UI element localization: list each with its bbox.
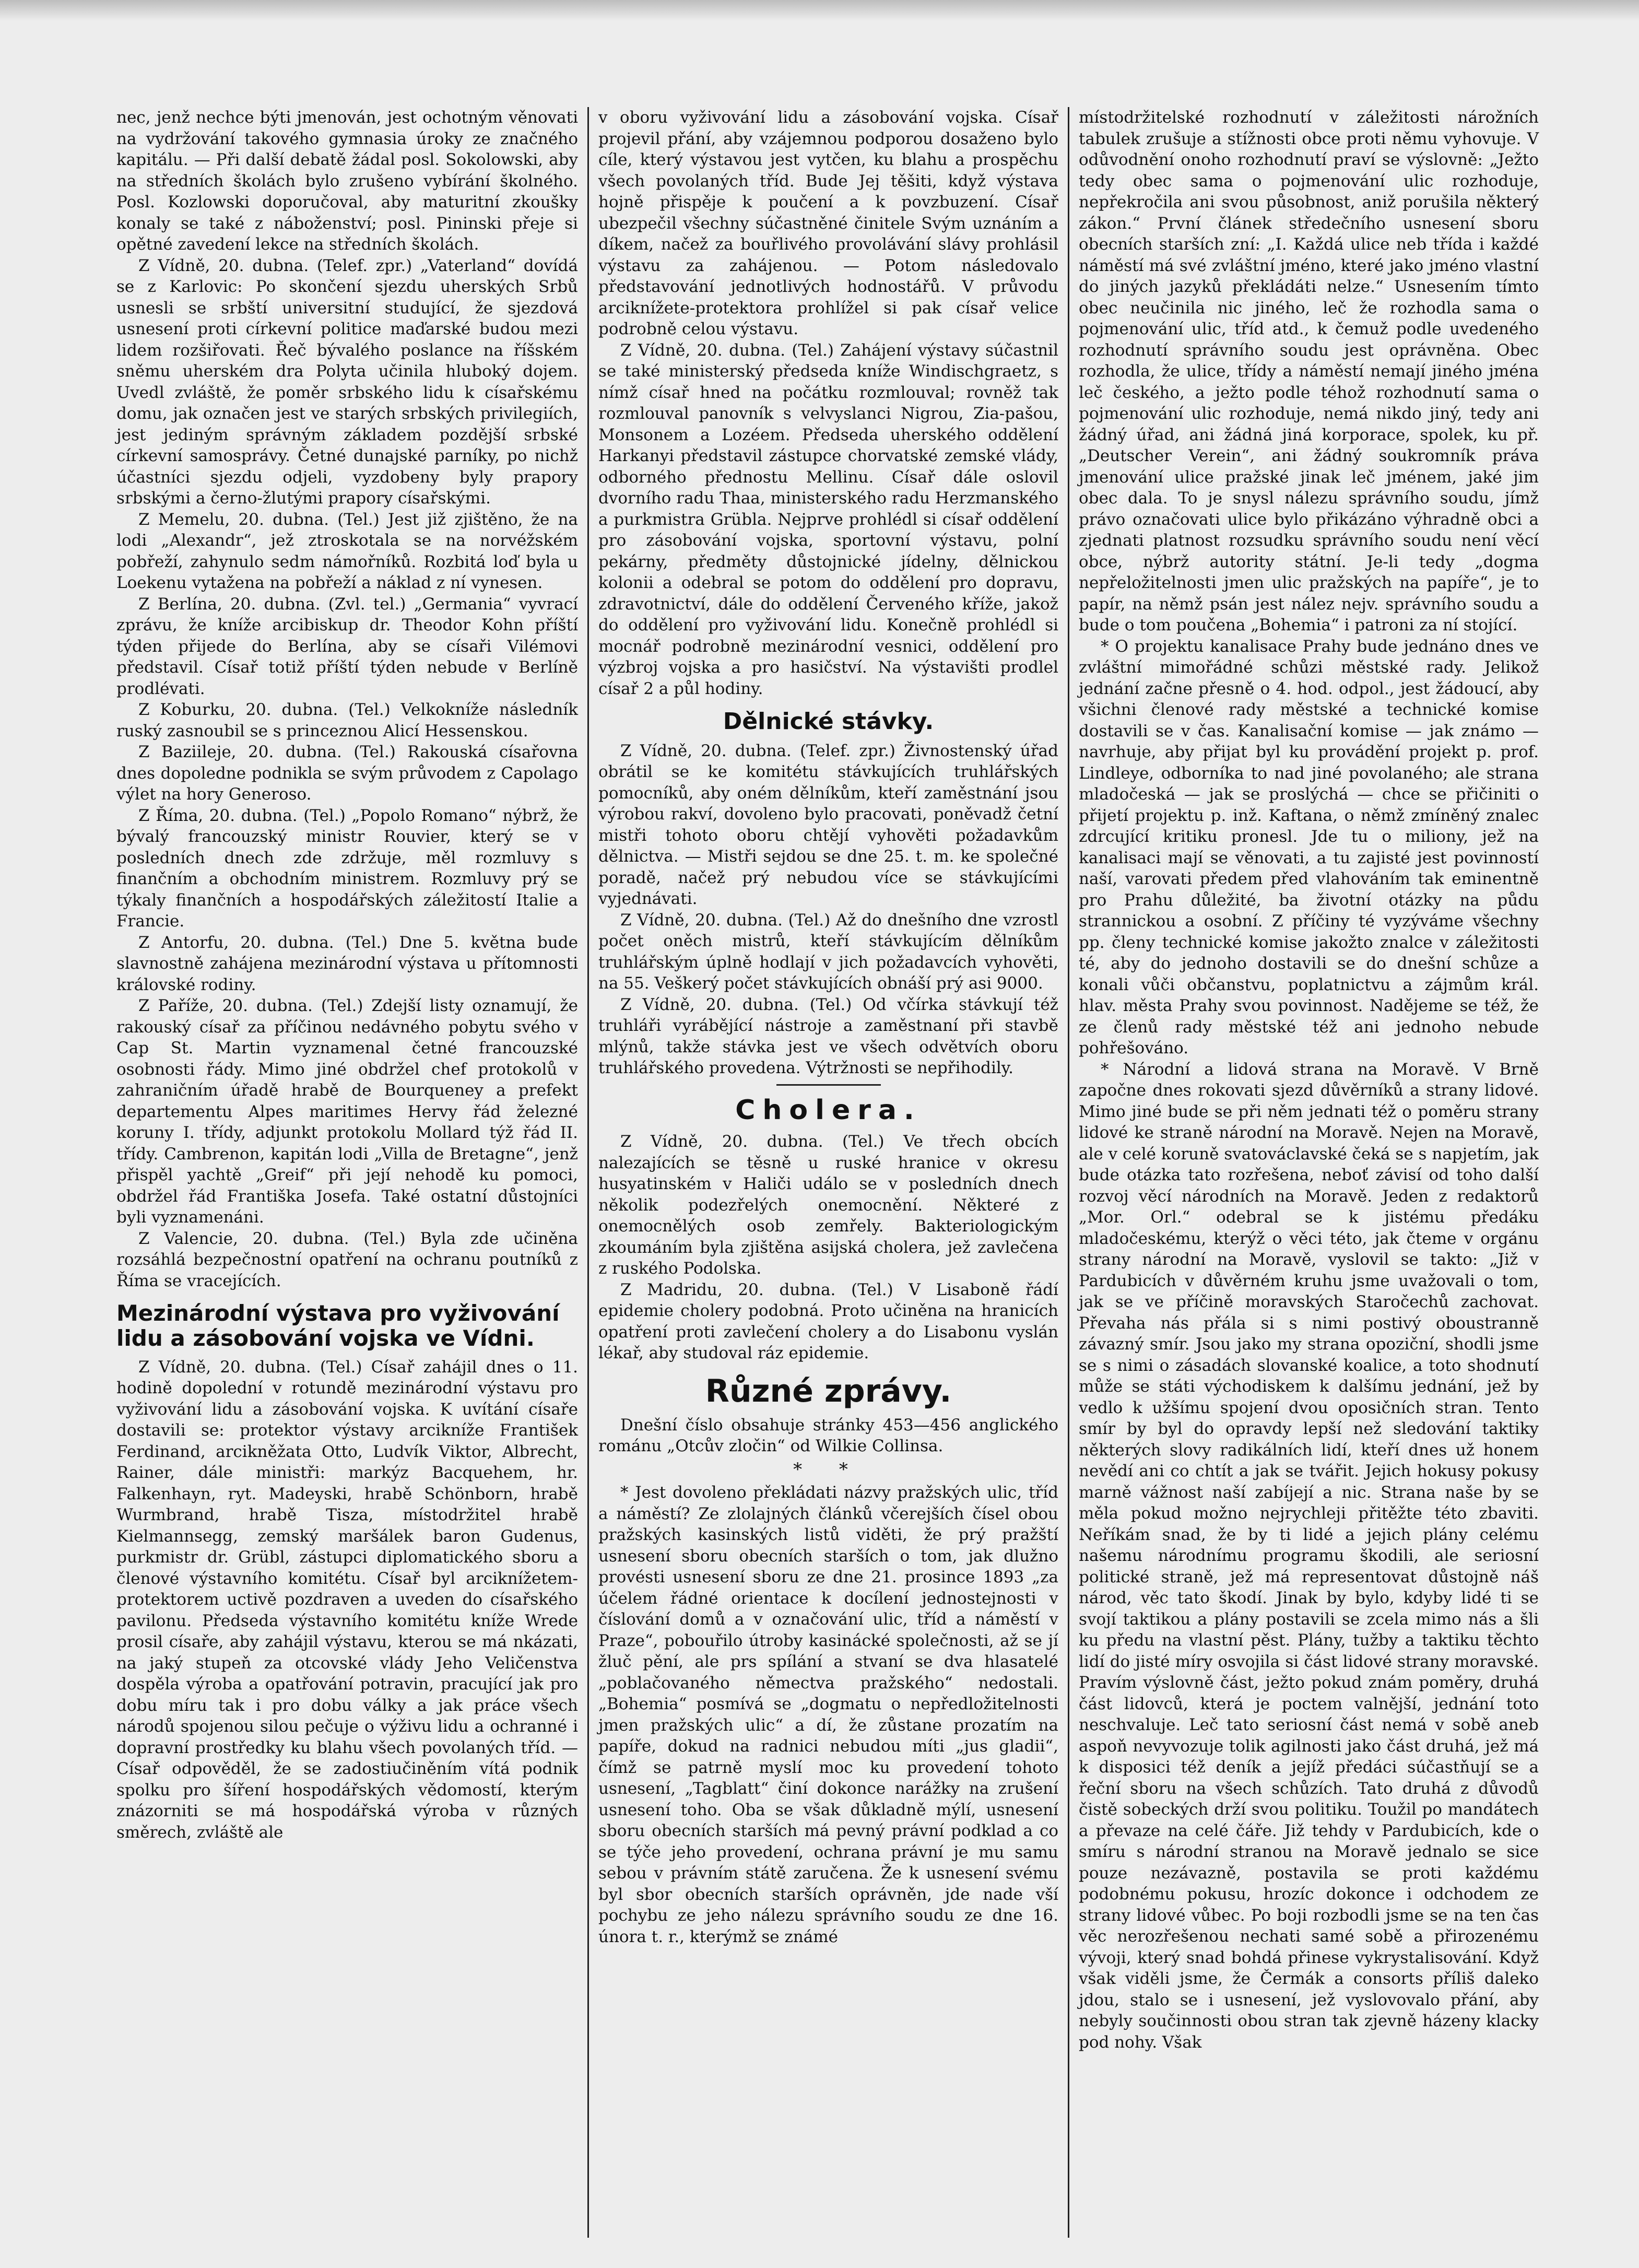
paragraph: Z Vídně, 20. dubna. (Tel.) Císař zahájil dnes o 11. hodině dopolední v rotundě mezinárodní výstavu pro vyživování lidu a zásobování vojska. K uvítání císaře dostavili se: protektor výstavy arcikníže František Ferdinand, arcikněžata Otto, Ludvík Viktor, Albrecht, Rainer, dále ministři: markýz Bacquehem, hr. Falkenhayn, ryt. Madeyski, hrabě Schönborn, hrabě Wurmbrand, hrabě Tisza, místodržitel hrabě Kielmannsegg, zemský maršálek baron Gudenus, purkmistr dr. Grübl, zástupci diplomatického sboru a členové výstavního komitétu. Císař byl arciknížetem-protektorem uctivě pozdraven a uveden do císařského pavilonu. Předseda výstavního komitétu kníže Wrede prosil císaře, aby zahájil výstavu, kterou se má nkázati, na jaký stupeň za otcovské vlády Jeho Veličenstva dospěla výroba a opatřování potravin, pracující jak pro dobu míru tak i pro dobu války a jak práce všech národů spojenou silou pečuje o výživu lidu a ochranné i dopravní prostředky ku blahu všech povolaných tříd. — Císař odpověděl, že se zadostiučiněním vítá podnik spolku pro šíření hospodářských vědomostí, kterým znázorniti se má hospodářská výroba v různých směrech, zvláště ale	[116, 1357, 578, 1842]
paragraph: Z Říma, 20. dubna. (Tel.) „Popolo Romano“ nýbrž, že bývalý francouzský ministr Rouvier, který se v posledních dnech zde zdržuje, měl rozmluvy s finančním a obchodním ministrem. Rozmluvy prý se týkaly finančních a hospodářských záležitostí Italie a Francie.	[116, 806, 578, 931]
paragraph: * Jest dovoleno překládati názvy pražských ulic, tříd a náměstí? Ze zlolajných článků včerejších čísel obou pražských kasinských listů viděti, že prý pražští usnesení sboru obecních starších o tom, jak dlužno provésti usnesení sboru ze dne 21. prosince 1893 „za účelem řádné orientace k docílení jednostejnosti v číslování domů a v označování ulic, tříd a náměstí v Praze“, pobouřilo útroby kasinácké společnosti, až se jí žluč pění, ale prs spílání a stvaní se dva hlasatelé „poblačovaného němectva pražského“ nedostali. „Bohemia“ posmívá se „dogmatu o nepředložitelnosti jmen pražských ulic“ a dí, že zůstane prozatím na papíře, dokud na radnici nebudou míti „jus gladii“, čímž se patrně myslí moc ku provedení tohoto usnesení, „Tagblatt“ činí dokonce narážky na zrušení usnesení toho. Oba se však důkladně mýlí, usnesení sboru obecních starších má pevný právní podklad a co se týče jeho provedení, ochrana právní je mu samu sebou v právním státě zaručena. Že k usnesení svému byl sbor obecních starších oprávněn, jde nade vší pochybu ze jeho nálezu správního soudu ze dne 16. února t. r., kterýmž se známé	[598, 1483, 1058, 1946]
paragraph: místodržitelské rozhodnutí v záležitosti nárožních tabulek zrušuje a stížnosti obce proti němu vyhovuje. V odůvodnění onoho rozhodnutí praví se výslovně: „Ježto tedy obec sama o pojmenování ulic rozhoduje, nepřekročila ani svou působnost, aniž porušila některý zákon.“ První článek středečního usnesení sboru obecních starších zní: „I. Každá ulice neb třída i každé náměstí má své zvláštní jméno, které jako jméno vlastní do jiných jazyků překládáti nelze.“ Usnesením tímto obec neučinila nic jiného, leč že rozhodla sama o pojmenování ulic, tříd atd., k čemuž podle uvedeného rozhodnutí správního soudu jest oprávněna. Obec rozhodla, že ulice, třídy a náměstí nemají jiného jména leč českého, a ježto podle téhož rozhodnutí sama o pojmenování ulic rozhoduje, nemá nikdo jiný, tedy ani žádný úřad, ani žádná jiná korporace, spolek, ku př. „Deutscher Verein“, ani žádný soukromník práva jmenování ulice pražské jinak leč jménem, jaké jim obec dala. To je snysl nálezu správního soudu, jímž právo označovati ulice bylo přikázáno výhradně obci a zjednati platnost rozsudku správního soudu není věcí obce, nýbrž autority státní. Je-li tedy „dogma nepřeložitelnosti jmen ulic pražských na papíře“, je to papír, na němž psán jest nález nejv. správního soudu a bude o tom poučena „Bohemia“ i patroni za ní stojící.	[1079, 108, 1539, 634]
paragraph: nec, jenž nechce býti jmenován, jest ochotným věnovati na vydržování takového gymnasia úroky ze značného kapitálu. — Při další debatě žádal posl. Sokolowski, aby na středních školách bylo zrušeno vybírání školného. Posl. Kozlowski doporučoval, aby maturitní zkoušky konaly se také z náboženství; posl. Pininski přeje si opětné zavedení lekce na středních školách.	[116, 108, 578, 254]
divider	[776, 1084, 881, 1086]
paragraph: Z Berlína, 20. dubna. (Zvl. tel.) „Germania“ vyvrací zprávu, že kníže arcibiskup dr. Theodor Kohn příští týden přijede do Berlína, aby se císaři Vilémovi představil. Císař totiž příští týden nebude v Berlíně prodlévati.	[116, 594, 578, 698]
paragraph: v oboru vyživování lidu a zásobování vojska. Císař projevil přání, aby vzájemnou podporou dosaženo bylo cíle, který výstavou jest vytčen, ku blahu a prospěchu všech povolaných tříd. Bude Jej těšiti, když výstava hojně přispěje k poučení a k povzbuzení. Císař ubezpečil všechny súčastněné činitele Svým uznáním a díkem, načež za bouřlivého provolávání slávy prohlásil výstavu za zahájenou. — Potom následovalo představování jednotlivých hodnostářů. V průvodu arciknížete-protektora prohlížel si pak císař velice podrobně celou výstavu.	[598, 108, 1058, 338]
paragraph: Z Paříže, 20. dubna. (Tel.) Zdejší listy oznamují, že rakouský císař za příčinou nedávného pobytu svého v Cap St. Martin vyznamenal četné francouzské osobnosti řády. Mimo jiné obdržel chef protokolů v zahraničním úřadě hrabě de Bourqueney a prefekt departementu Alpes maritimes Hervy řád železné koruny I. třídy, adjunkt protokolu Mollard týž řád II. třídy. Cambrenon, kapitán lodi „Villa de Bretagne“, jenž přispěl yachtě „Greif“ při její nehodě ku pomoci, obdržel řád Františka Josefa. Také ostatní důstojníci byli vyznamenáni.	[116, 996, 578, 1227]
paragraph: * O projektu kanalisace Prahy bude jednáno dnes ve zvláštní mimořádné schůzi městské rady. Jelikož jednání začne přesně o 4. hod. odpol., jest žádoucí, aby všichni členové rady městské a technické komise dostavili se v čas. Kanalisační komise — jak známo — navrhuje, aby přijat byl ku provádění projekt p. prof. Lindleye, odborníka to nad jiné povolaného; ale strana mladočeská — jak se proslýchá — chce se přičiniti o přijetí projektu p. inž. Kaftana, o němž zmíněný znalec zdrcující kritiku pronesl. Jde tu o miliony, jež na kanalisaci mají se věnovati, a tu zajisté jest povinností naší, varovati předem před vlahováním tak eminentně pro Prahu důležité, ba životní otázky na půdu strannickou a osobní. Z příčiny té vyzýváme všechny pp. členy technické komise jakožto znalce v záležitosti té, aby do jednoho dostavili se do dnešní schůze a konali vůči občanstvu, poplatnictvu a zájmům král. hlav. města Prahy svou povinnost. Nadějeme se též, že ze členů rady městské též ani jednoho nebude pohřešováno.	[1079, 637, 1539, 1057]
section-heading-misc: Různé zprávy.	[705, 1372, 952, 1409]
scan-edge	[0, 0, 1639, 21]
section-heading-cholera: Cholera.	[735, 1094, 922, 1126]
columns	[107, 107, 1548, 2238]
paragraph: Z Vídně, 20. dubna. (Tel.) Od včírka stávkují též truhláři vyrábějící nástroje a zaměstnaní při stavbě mlýnů, takže stávka jest ve všech odvětvích oboru truhlářského provedena. Výtržnosti se nepřihodily.	[598, 995, 1058, 1078]
section-heading-exhibition: Mezinárodní výstava pro vyživování lidu a zásobování vojska ve Vídni.	[116, 1300, 560, 1352]
paragraph: * Národní a lidová strana na Moravě. V Brně započne dnes rokovati sjezd důvěrníků a strany lidové. Mimo jiné bude se při něm jednati též o poměru strany lidové ke straně národní na Moravě. Nejen na Moravě, ale v celé koruně svatováclavské čeká se s napjetím, jak bude otázka tato rozřešena, neboť závisí od toho další rozvoj věcí národních na Moravě. Jeden z redaktorů „Mor. Orl.“ odebral se k jistému předáku mladočeskému, kterýž o věci této, jak čteme v orgánu strany národní na Moravě, vyslovil se takto: „Již v Pardubicích v důvěrném kruhu jsme uvažovali o tom, jak se ve příčině moravských Staročechů zachovat. Převaha nás přála si s nimi postivý oboustranně závazný smír. Jsou jako my strana opoziční, shodli jsme se s nimi o zásadách slovanské koalice, a toto shodnutí může se státi východiskem k dalšímu jednání, jež by vedlo k užšímu spojení dvou oposičních stran. Tento smír by byl do opravdy lepší než sledování taktiky některých slovy radikálních lidí, kteří dnes už honem nevědí ani co chtít a jak se tvářit. Jejich hokusy pokusy marně vážnost naší zabíjejí a nic. Strana naše by se měla pokud možno nejrychleji přitěžte této zbaviti. Neříkám snad, že by ti lidé a jejich plány celému našemu národnímu programu škodili, ale seriosní politické straně, jež má representovat důstojně náš národ, věc tato škodí. Jinak by bylo, kdyby lidé ti se svojí taktikou a plány postavili se zcela mimo nás a šli ku předu na vlastní pěst. Plány, tužby a taktiku těchto lidí do jisté míry osvojila si část lidové strany moravské. Pravím výslovně část, ježto pokud znám poměry, druhá část lidovců, která je poctem valnější, jednání toto neschvaluje. Leč tato seriosní část nemá v sobě aneb aspoň nevyvozuje tolik agilnosti jako část druhá, jež má k disposici též deník a jejíž předáci súčastňují se a řeční sboru na všech schůzích. Tato druhá z důvodů čistě sobeckých drží svou politiku. Toužil po mandátech a převaze na celé čáře. Již tehdy v Pardubicích, kde o smíru s národní stranou na Moravě jednalo se sice pouze nezávazně, postavila se proti každému podobnému pokusu, hrozíc dokonce i odchodem ze strany lidové vůbec. Po boji rozbodli jsme se na ten čas věc nerozřešenou nechati samé sobě a přirozenému vývoji, který snad bohdá přinese vykrystalisování. Když však viděli jsme, že Čermák a consorts příliš daleko jdou, stalo se i usnesení, jež vyslovovalo přání, aby nebyly součinnosti obou stran tak zjevně házeny klacky pod nohy. Však	[1079, 1060, 1539, 2052]
section-heading-strikes: Dělnické stávky.	[723, 708, 934, 735]
paragraph: Z Vídně, 20. dubna. (Tel.) Až do dnešního dne vzrostl počet oněch mistrů, kteří stávkujícím dělníkům truhlářským úplně hodlají v jich požadavcích vyhověti, na 55. Veškerý počet stávkujících obnáší prý asi 9000.	[598, 910, 1058, 993]
separator-stars: * *	[793, 1459, 864, 1480]
paragraph: Z Antorfu, 20. dubna. (Tel.) Dne 5. května bude slavnostně zahájena mezinárodní výstava u přítomnosti královské rodiny.	[116, 933, 578, 994]
paragraph: Z Koburku, 20. dubna. (Tel.) Velkokníže následník ruský zasnoubil se s princeznou Alicí Hessenskou.	[116, 700, 578, 741]
paragraph: Z Madridu, 20. dubna. (Tel.) V Lisaboně řádí epidemie cholery podobná. Proto učiněna na hranicích opatření proti zavlečení cholery a do Lisabonu vyslán lékař, aby studoval ráz epidemie.	[598, 1280, 1058, 1363]
column-3	[1068, 107, 1548, 2238]
paragraph: Z Baziileje, 20. dubna. (Tel.) Rakouská císařovna dnes dopoledne podnikla se svým průvodem z Capolago výlet na hory Generoso.	[116, 743, 578, 804]
paragraph: Dnešní číslo obsahuje stránky 453—456 anglického románu „Otcův zločin“ od Wilkie Collinsa.	[598, 1415, 1058, 1456]
paragraph: Z Vídně, 20. dubna. (Tel.) Ve třech obcích nalezajících se těsně u ruské hranice v okresu husyatinském v Haliči událo se v posledních dnech několik podezřelých onemocnění. Některé z onemocnělých osob zemřely. Bakteriologickým zkoumáním byla zjištěna asijská cholera, jež zavlečena z ruského Podolska.	[598, 1132, 1058, 1278]
paragraph: Z Vídně, 20. dubna. (Telef. zpr.) Živnostenský úřad obrátil se ke komitétu stávkujících truhlářských pomocníků, aby oném dělníkům, kteří zaměstnání jsou výrobou rakví, dovoleno bylo pracovati, poněvadž četní mistři tohoto oboru chtějí vyhověti požadavkům dělnictva. — Mistři sejdou se dne 25. t. m. ke společné poradě, načež prý nebudou více se stávkujícími vyjednávati.	[598, 741, 1058, 909]
column-2	[587, 107, 1068, 2238]
column-1	[107, 107, 587, 2238]
paragraph: Z Valencie, 20. dubna. (Tel.) Byla zde učiněna rozsáhlá bezpečnostní opatření na ochranu poutníků z Říma se vracejících.	[116, 1229, 578, 1290]
paragraph: Z Vídně, 20. dubna. (Tel.) Zahájení výstavy súčastnil se také ministerský předseda kníže Windischgraetz, s nímž císař hned na počátku rozmlouval; rovněž tak rozmlouval panovník s velvyslanci Nigrou, Zia-pašou, Monsonem a Lozéem. Předseda uherského oddělení Harkanyi představil zástupce chorvatské zemské vlády, odborného přednostu Mellinu. Císař dále oslovil dvorního radu Thaa, ministerského radu Herzmanského a purkmistra Grübla. Nejprve prohlédl si císař oddělení pro zásobování vojska, sportovní výstavu, polní pekárny, předměty důstojnické jídelny, dělnickou kolonii a odebral se potom do oddělení pro dopravu, zdravotnictví, dále do oddělení Červeného kříže, jakož do oddělení pro vyživování lidu. Konečně prohlédl si mocnář podrobně mezinárodní vesnici, oddělení pro výzbroj vojska a pro hasičství. Na výstavišti prodlel císař 2 a půl hodiny.	[598, 340, 1058, 698]
paragraph: Z Memelu, 20. dubna. (Tel.) Jest již zjištěno, že na lodi „Alexandr“, jež ztroskotala se na norvéžském pobřeží, zahynulo sedm námořníků. Rozbitá loď byla u Loekenu vytažena na pobřeží a náklad z ní vynesen.	[116, 510, 578, 592]
paragraph: Z Vídně, 20. dubna. (Telef. zpr.) „Vaterland“ dovídá se z Karlovic: Po skončení sjezdu uherských Srbů usnesli se srbští universitní studující, že sjezdová usnesení proti církevní politice maďarské budou mezi lidem rozšiřovati. Řeč bývalého poslance na říšském sněmu uherském dra Polyta učinila hluboký dojem. Uvedl zvláště, že poměr srbského lidu k císařskému domu, jak označen jest ve starých srbských privilegiích, jest jediným správným základem pozdější srbské církevní samosprávy. Četné dunajské parníky, po nichž účastníci sjezdu odjeli, vyzdobeny byly prapory srbskými a černo-žlutými prapory císařskými.	[116, 256, 578, 508]
